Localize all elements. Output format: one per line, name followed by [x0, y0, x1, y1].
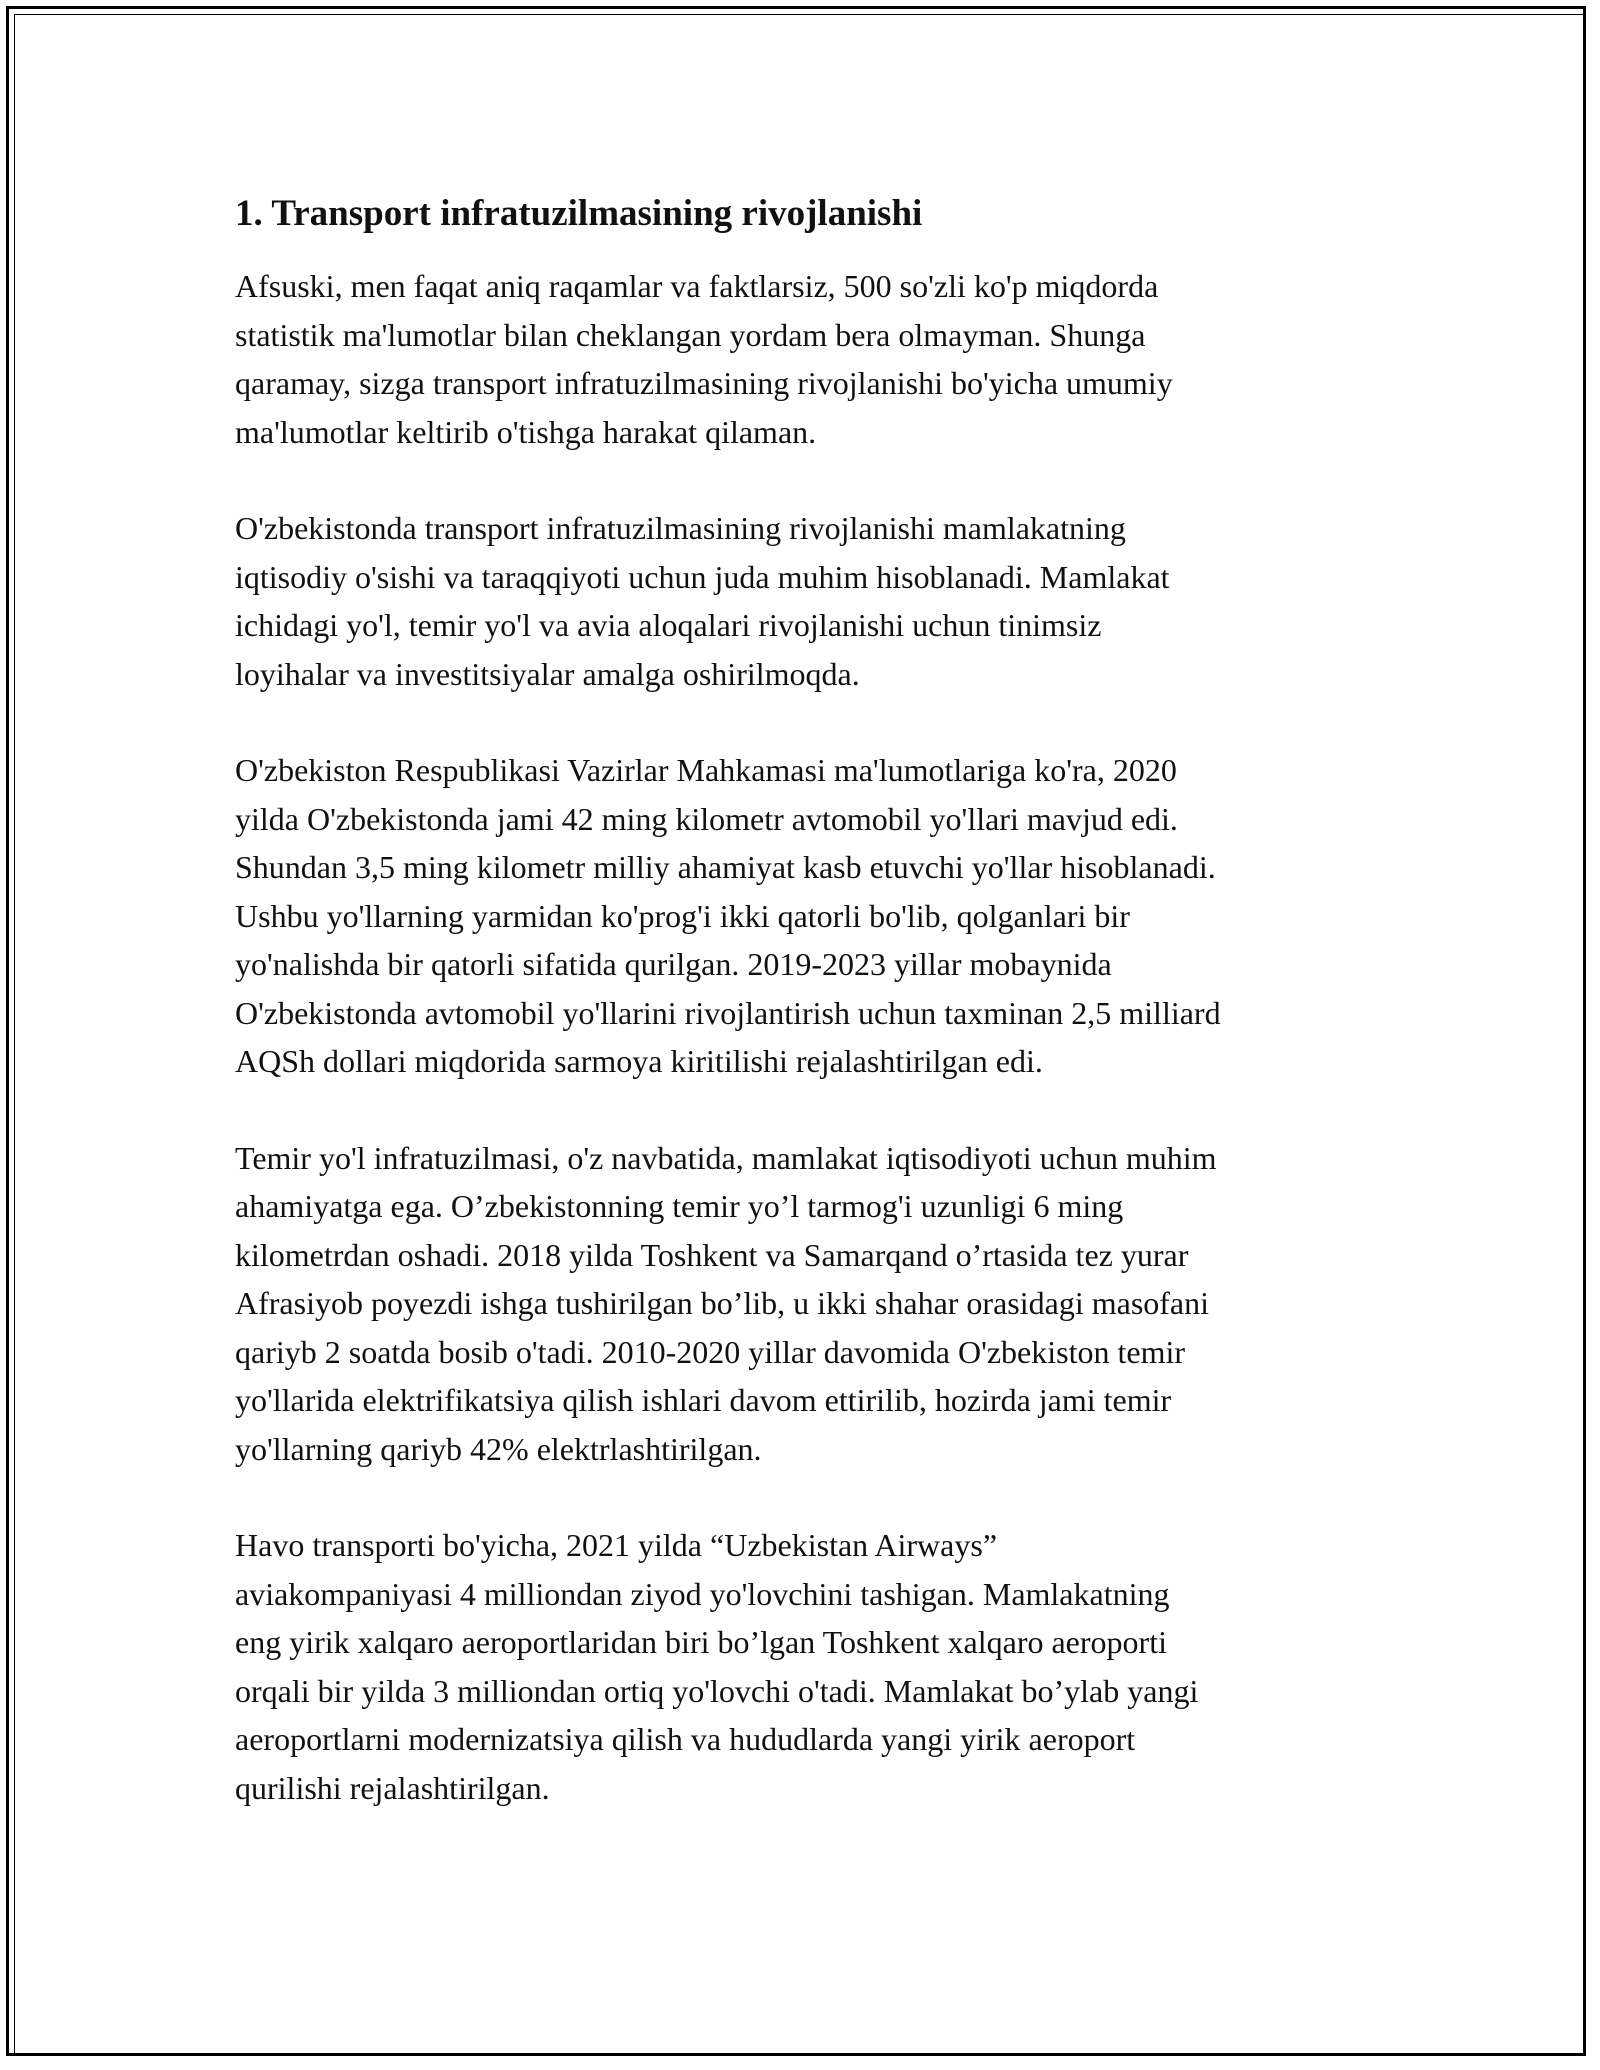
paragraph-railways: Temir yo'l infratuzilmasi, o'z navbatida, mamlakat iqtisodiyoti uchun muhim ahamiyatga ega. O’zbekistonning temir yo’l tarmog'i uzunligi 6 ming kilometrdan oshadi. 2018 yilda Toshkent va Samarqand o’rtasida tez yurar Afrasiyob poyezdi ishga tushirilgan bo’lib, u ikki shahar orasidagi masofani qariyb 2 soatda bosib o'tadi. 2010-2020 yillar davomida O'zbekiston temir yo'llarida elektrifikatsiya qilish ishlari davom ettirilib, hozirda jami temir yo'llarning qariyb 42% elektrlashtirilgan. [235, 1139, 1217, 1467]
section-heading: 1. Transport infratuzilmasining rivojlanishi [235, 193, 923, 234]
paragraph-overview: O'zbekistonda transport infratuzilmasining rivojlanishi mamlakatning iqtisodiy o'sishi va taraqqiyoti uchun juda muhim hisoblanadi. Mamlakat ichidagi yo'l, temir yo'l va avia aloqalari rivojlanishi uchun tinimsiz loyihalar va investitsiyalar amalga oshirilmoqda. [235, 510, 1170, 692]
paragraph-roads: O'zbekiston Respublikasi Vazirlar Mahkamasi ma'lumotlariga ko'ra, 2020 yilda O'zbekistonda jami 42 ming kilometr avtomobil yo'llari mavjud edi. Shundan 3,5 ming kilometr milliy ahamiyat kasb etuvchi yo'llar hisoblanadi. Ushbu yo'llarning yarmidan ko'prog'i ikki qatorli bo'lib, qolganlari bir yo'nalishda bir qatorli sifatida qurilgan. 2019-2023 yillar mobaynida O'zbekistonda avtomobil yo'llarini rivojlantirish uchun taxminan 2,5 milliard AQSh dollari miqdorida sarmoya kiritilishi rejalashtirilgan edi. [235, 752, 1221, 1079]
paragraph-intro: Afsuski, men faqat aniq raqamlar va faktlarsiz, 500 so'zli ko'p miqdorda statistik ma'lumotlar bilan cheklangan yordam bera olmayman. Shunga qaramay, sizga transport infratuzilmasining rivojlanishi bo'yicha umumiy ma'lumotlar keltirib o'tishga harakat qilaman. [235, 268, 1173, 450]
document-body [235, 190, 1375, 1860]
paragraph-air-transport: Havo transporti bo'yicha, 2021 yilda “Uzbekistan Airways” aviakompaniyasi 4 milliondan ziyod yo'lovchini tashigan. Mamlakatning eng yirik xalqaro aeroportlaridan biri bo’lgan Toshkent xalqaro aeroporti orqali bir yilda 3 milliondan ortiq yo'lovchi o'tadi. Mamlakat bo’ylab yangi aeroportlarni modernizatsiya qilish va hududlarda yangi yirik aeroport qurilishi rejalashtirilgan. [235, 1527, 1199, 1806]
